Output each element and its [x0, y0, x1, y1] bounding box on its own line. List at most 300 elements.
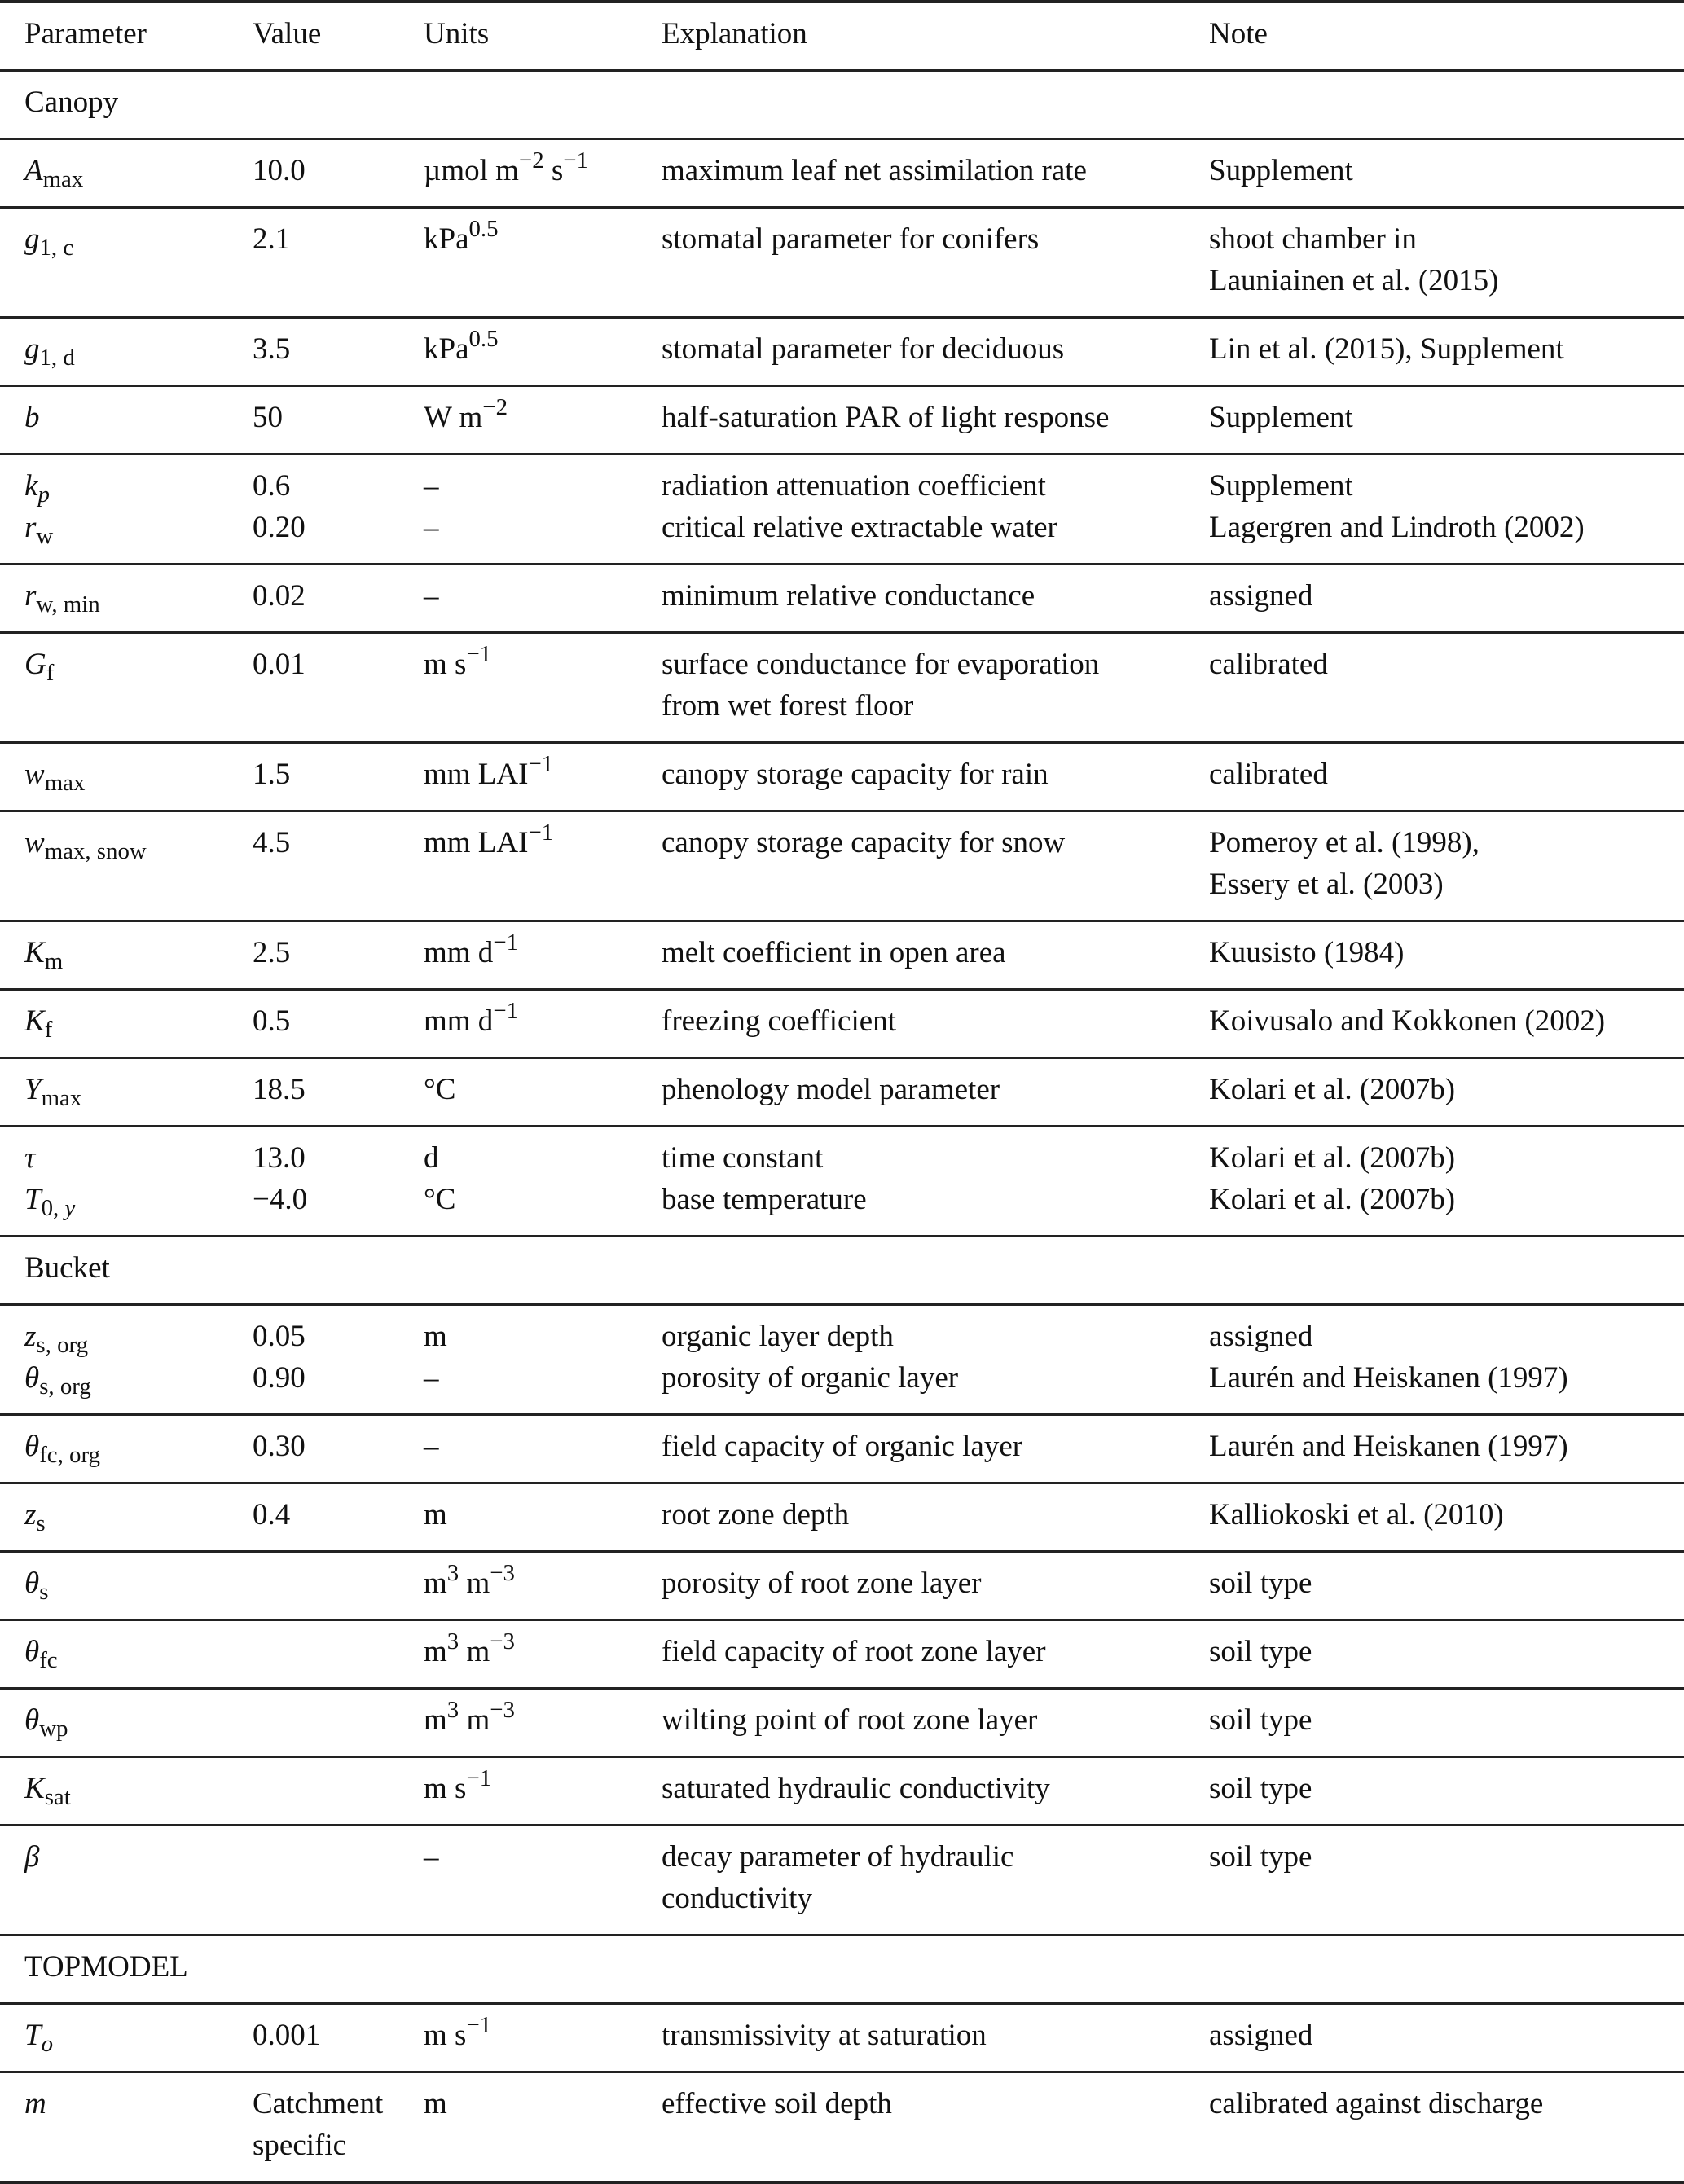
symbol-letter: r — [24, 511, 37, 544]
unit-base: m — [424, 2087, 447, 2120]
units-text — [424, 1765, 662, 1809]
unit-base: m s — [424, 2019, 467, 2052]
value-cell — [253, 1415, 424, 1483]
column-header-units: Units — [424, 17, 490, 51]
unit-base: mm LAI — [424, 758, 529, 791]
unit-base: – — [424, 1361, 439, 1395]
units-cell — [424, 1415, 662, 1483]
note-cell — [1209, 1552, 1684, 1620]
units-text — [424, 822, 662, 863]
note-text: soil type — [1209, 1703, 1312, 1737]
table-row — [0, 1826, 1684, 1936]
unit-exponent: 0.5 — [468, 326, 499, 352]
parameter-cell — [0, 1689, 253, 1757]
explanation-cell — [662, 386, 1209, 455]
unit-base: kPa — [424, 332, 469, 366]
parameter-cell — [0, 455, 253, 565]
note-text: Laurén and Heiskanen (1997) — [1209, 1361, 1568, 1395]
parameter-cell — [0, 208, 253, 318]
explanation-text: time constant — [662, 1141, 824, 1175]
symbol-letter: β — [24, 1840, 40, 1874]
parameter-symbol — [24, 1494, 253, 1536]
unit-exponent: 3 — [446, 1628, 459, 1654]
note-cell — [1209, 139, 1684, 208]
parameter-cell — [0, 2072, 253, 2183]
explanation-text: root zone depth — [662, 1498, 850, 1531]
table-row — [0, 565, 1684, 633]
value-text: 0.6 — [253, 469, 291, 503]
column-header-explanation: Explanation — [662, 17, 807, 51]
value-text: −4.0 — [253, 1183, 308, 1216]
explanation-cell — [662, 139, 1209, 208]
parameter-symbol — [24, 1137, 253, 1179]
section-row-topmodel — [0, 1936, 1684, 2004]
parameter-cell — [0, 139, 253, 208]
note-cell — [1209, 811, 1684, 921]
unit-base: m — [459, 1567, 490, 1600]
unit-base: m — [424, 1703, 447, 1737]
table-body — [0, 71, 1684, 2183]
explanation-text: transmissivity at saturation — [662, 2019, 987, 2052]
table-row — [0, 1552, 1684, 1620]
value-cell — [253, 2004, 424, 2072]
note-cell — [1209, 2072, 1684, 2183]
table-row — [0, 1483, 1684, 1552]
table-row — [0, 1415, 1684, 1483]
units-cell — [424, 1757, 662, 1826]
units-cell — [424, 386, 662, 455]
symbol-subscript: w — [36, 523, 54, 550]
parameter-cell — [0, 743, 253, 811]
unit-base: – — [424, 579, 439, 613]
units-text — [424, 507, 662, 548]
symbol-letter: Y — [24, 1073, 42, 1106]
units-text — [424, 394, 662, 438]
units-cell — [424, 2072, 662, 2183]
value-text: 0.01 — [253, 648, 306, 681]
unit-base: mm d — [424, 1004, 494, 1038]
note-cell — [1209, 565, 1684, 633]
value-cell — [253, 1058, 424, 1127]
unit-base: – — [424, 1840, 439, 1874]
note-text: Pomeroy et al. (1998), — [1209, 826, 1480, 859]
parameter-cell — [0, 565, 253, 633]
units-text — [424, 1357, 662, 1399]
symbol-letter: r — [24, 579, 37, 613]
parameter-cell — [0, 1058, 253, 1127]
note-text: soil type — [1209, 1567, 1312, 1600]
parameter-symbol — [24, 397, 253, 438]
unit-exponent: −1 — [493, 998, 519, 1024]
unit-base: °C — [424, 1073, 456, 1106]
parameter-symbol — [24, 1426, 253, 1467]
symbol-letter: G — [24, 648, 46, 681]
column-header-note: Note — [1209, 17, 1268, 51]
value-cell — [253, 2072, 424, 2183]
value-text: 0.05 — [253, 1320, 306, 1353]
table-row — [0, 2072, 1684, 2183]
parameter-cell — [0, 1127, 253, 1237]
units-text — [424, 641, 662, 685]
units-cell — [424, 633, 662, 743]
parameter-symbol — [24, 1836, 253, 1878]
unit-base: d — [424, 1141, 439, 1175]
symbol-letter: θ — [24, 1361, 40, 1395]
table-row — [0, 208, 1684, 318]
unit-base: °C — [424, 1183, 456, 1216]
explanation-text: saturated hydraulic conductivity — [662, 1772, 1050, 1805]
value-text: 3.5 — [253, 332, 291, 366]
parameter-cell — [0, 1415, 253, 1483]
unit-exponent: −3 — [490, 1697, 515, 1723]
explanation-text: porosity of root zone layer — [662, 1567, 982, 1600]
value-text: 0.90 — [253, 1361, 306, 1395]
symbol-subscript: 1, d — [39, 345, 75, 371]
units-cell — [424, 318, 662, 386]
parameter-symbol — [24, 328, 253, 370]
parameter-cell — [0, 921, 253, 990]
table-row — [0, 1757, 1684, 1826]
unit-base: W m — [424, 401, 483, 434]
symbol-letter: z — [24, 1498, 37, 1531]
note-cell — [1209, 990, 1684, 1058]
explanation-cell — [662, 1305, 1209, 1415]
note-text: calibrated — [1209, 758, 1328, 791]
table-row — [0, 386, 1684, 455]
explanation-cell — [662, 1620, 1209, 1689]
explanation-cell — [662, 1689, 1209, 1757]
column-header-value: Value — [253, 17, 322, 51]
note-cell — [1209, 208, 1684, 318]
value-text — [253, 1836, 424, 1878]
unit-base: mm LAI — [424, 826, 529, 859]
value-cell — [253, 139, 424, 208]
table-row — [0, 633, 1684, 743]
note-text: Supplement — [1209, 401, 1353, 434]
parameter-symbol — [24, 1768, 253, 1809]
explanation-text: conductivity — [662, 1882, 812, 1915]
symbol-subscript: 0, y — [41, 1195, 76, 1222]
unit-base: m — [424, 1635, 447, 1668]
units-cell — [424, 1127, 662, 1237]
symbol-letter: m — [24, 2087, 46, 2120]
explanation-cell — [662, 2072, 1209, 2183]
explanation-text: critical relative extractable water — [662, 511, 1057, 544]
symbol-subscript: s — [36, 1510, 46, 1537]
symbol-letter: b — [24, 401, 40, 434]
units-text — [424, 328, 662, 370]
note-text: soil type — [1209, 1635, 1312, 1668]
table-row — [0, 1305, 1684, 1415]
symbol-letter: g — [24, 222, 40, 256]
value-text — [253, 1768, 424, 1809]
parameter-cell — [0, 2004, 253, 2072]
explanation-text: stomatal parameter for deciduous — [662, 332, 1065, 366]
units-cell — [424, 1552, 662, 1620]
parameter-symbol — [24, 1699, 253, 1741]
unit-exponent: −1 — [466, 641, 492, 667]
value-cell — [253, 990, 424, 1058]
parameter-cell — [0, 1552, 253, 1620]
units-text — [424, 1179, 662, 1220]
unit-base: s — [543, 154, 564, 187]
value-text: 0.02 — [253, 579, 306, 613]
table-row — [0, 1689, 1684, 1757]
explanation-text: decay parameter of hydraulic — [662, 1840, 1014, 1874]
explanation-cell — [662, 208, 1209, 318]
parameter-symbol — [24, 150, 253, 191]
header-row — [0, 2, 1684, 71]
symbol-letter: K — [24, 936, 45, 969]
parameter-cell — [0, 1620, 253, 1689]
units-cell — [424, 1483, 662, 1552]
note-text: Kalliokoski et al. (2010) — [1209, 1498, 1504, 1531]
note-cell — [1209, 318, 1684, 386]
note-text: Launiainen et al. (2015) — [1209, 264, 1499, 297]
value-cell — [253, 633, 424, 743]
parameter-cell — [0, 1305, 253, 1415]
note-cell — [1209, 1305, 1684, 1415]
value-cell — [253, 1305, 424, 1415]
parameter-symbol — [24, 1562, 253, 1604]
unit-base: – — [424, 1430, 439, 1463]
parameter-symbol — [24, 1357, 253, 1399]
units-text — [424, 575, 662, 617]
explanation-text: wilting point of root zone layer — [662, 1703, 1038, 1737]
note-cell — [1209, 743, 1684, 811]
value-cell — [253, 743, 424, 811]
parameter-symbol — [24, 218, 253, 260]
parameter-symbol — [24, 822, 253, 863]
value-text: 0.30 — [253, 1430, 306, 1463]
value-text: 0.20 — [253, 511, 306, 544]
explanation-cell — [662, 990, 1209, 1058]
parameter-cell — [0, 386, 253, 455]
units-cell — [424, 1305, 662, 1415]
unit-exponent: −1 — [563, 147, 589, 174]
symbol-subscript: f — [46, 660, 55, 687]
units-text — [424, 2083, 662, 2125]
note-cell — [1209, 1483, 1684, 1552]
unit-base: kPa — [424, 222, 469, 256]
value-cell — [253, 1483, 424, 1552]
section-row-canopy — [0, 71, 1684, 139]
units-cell — [424, 1689, 662, 1757]
value-text — [253, 1699, 424, 1741]
units-text — [424, 1628, 662, 1672]
section-row-bucket — [0, 1237, 1684, 1305]
explanation-text: phenology model parameter — [662, 1073, 1000, 1106]
note-cell — [1209, 1757, 1684, 1826]
units-text — [424, 218, 662, 260]
explanation-cell — [662, 1483, 1209, 1552]
symbol-letter: z — [24, 1320, 37, 1353]
column-header-parameter: Parameter — [24, 17, 147, 51]
units-cell — [424, 743, 662, 811]
symbol-letter: w — [24, 826, 45, 859]
value-cell — [253, 921, 424, 990]
unit-base: – — [424, 511, 439, 544]
units-cell — [424, 921, 662, 990]
table-row — [0, 1127, 1684, 1237]
note-text: calibrated — [1209, 648, 1328, 681]
units-text — [424, 147, 662, 191]
symbol-subscript: max, snow — [44, 838, 147, 865]
units-text — [424, 1494, 662, 1536]
units-text — [424, 1426, 662, 1467]
value-cell — [253, 565, 424, 633]
section-title: TOPMODEL — [24, 1950, 188, 1984]
symbol-subscript: max — [41, 1085, 82, 1112]
explanation-text: organic layer depth — [662, 1320, 894, 1353]
explanation-text: surface conductance for evaporation — [662, 648, 1100, 681]
section-title: Canopy — [24, 86, 119, 119]
explanation-text: radiation attenuation coefficient — [662, 469, 1046, 503]
value-text — [253, 1562, 424, 1604]
note-cell — [1209, 386, 1684, 455]
note-text: Kuusisto (1984) — [1209, 936, 1405, 969]
symbol-letter: k — [24, 469, 38, 503]
explanation-cell — [662, 811, 1209, 921]
unit-base: m — [424, 1320, 447, 1353]
explanation-text: half-saturation PAR of light response — [662, 401, 1110, 434]
units-cell — [424, 455, 662, 565]
value-text: 1.5 — [253, 758, 291, 791]
table-row — [0, 811, 1684, 921]
parameter-cell — [0, 1826, 253, 1936]
unit-exponent: −2 — [482, 394, 508, 420]
value-cell — [253, 1620, 424, 1689]
value-cell — [253, 1826, 424, 1936]
parameter-symbol — [24, 465, 253, 507]
value-text: specific — [253, 2129, 347, 2162]
value-text: 2.5 — [253, 936, 291, 969]
symbol-subscript: max — [44, 770, 86, 797]
note-cell — [1209, 921, 1684, 990]
parameter-symbol — [24, 1000, 253, 1042]
note-text: shoot chamber in — [1209, 222, 1417, 256]
explanation-cell — [662, 633, 1209, 743]
note-text: Lagergren and Lindroth (2002) — [1209, 511, 1585, 544]
explanation-cell — [662, 1415, 1209, 1483]
value-cell — [253, 386, 424, 455]
unit-exponent: −1 — [493, 929, 519, 956]
note-cell — [1209, 1415, 1684, 1483]
unit-exponent: −2 — [518, 147, 544, 174]
explanation-text: base temperature — [662, 1183, 867, 1216]
parameter-cell — [0, 811, 253, 921]
value-text: 4.5 — [253, 826, 291, 859]
units-text — [424, 1069, 662, 1110]
explanation-cell — [662, 1058, 1209, 1127]
units-text — [424, 2012, 662, 2056]
note-text: Supplement — [1209, 154, 1353, 187]
value-cell — [253, 1127, 424, 1237]
explanation-text: maximum leaf net assimilation rate — [662, 154, 1087, 187]
symbol-subscript: max — [42, 166, 84, 193]
symbol-subscript: s, org — [39, 1373, 91, 1400]
note-text: Supplement — [1209, 469, 1353, 503]
symbol-letter: w — [24, 758, 45, 791]
note-text: assigned — [1209, 1320, 1313, 1353]
note-cell — [1209, 1826, 1684, 1936]
symbol-subscript: o — [41, 2031, 54, 2058]
parameter-cell — [0, 633, 253, 743]
note-text: Laurén and Heiskanen (1997) — [1209, 1430, 1568, 1463]
symbol-letter: T — [24, 2019, 42, 2052]
unit-base: m — [424, 1567, 447, 1600]
table-row — [0, 2004, 1684, 2072]
parameter-symbol — [24, 932, 253, 973]
table-row — [0, 455, 1684, 565]
explanation-text: freezing coefficient — [662, 1004, 896, 1038]
symbol-letter: A — [24, 154, 43, 187]
value-text: 2.1 — [253, 222, 291, 256]
symbol-subscript: fc, org — [39, 1442, 100, 1469]
units-cell — [424, 1826, 662, 1936]
value-text: 0.4 — [253, 1498, 291, 1531]
unit-base: – — [424, 469, 439, 503]
value-cell — [253, 1757, 424, 1826]
symbol-subscript: s, org — [36, 1332, 89, 1359]
symbol-letter: T — [24, 1183, 42, 1216]
table-row — [0, 139, 1684, 208]
symbol-subscript: s — [39, 1579, 49, 1606]
value-cell — [253, 1689, 424, 1757]
value-cell — [253, 318, 424, 386]
value-text: 18.5 — [253, 1073, 306, 1106]
explanation-text: melt coefficient in open area — [662, 936, 1006, 969]
symbol-letter: θ — [24, 1703, 40, 1737]
value-text: 0.001 — [253, 2019, 321, 2052]
unit-base: m — [459, 1703, 490, 1737]
explanation-text: canopy storage capacity for rain — [662, 758, 1049, 791]
unit-exponent: 3 — [446, 1560, 459, 1586]
symbol-letter: K — [24, 1772, 45, 1805]
symbol-subscript: sat — [44, 1784, 71, 1811]
units-text — [424, 1137, 662, 1179]
unit-base: mm d — [424, 936, 494, 969]
note-text: Lin et al. (2015), Supplement — [1209, 332, 1564, 366]
units-text — [424, 929, 662, 973]
explanation-text: field capacity of organic layer — [662, 1430, 1023, 1463]
value-cell — [253, 208, 424, 318]
explanation-cell — [662, 455, 1209, 565]
explanation-cell — [662, 1757, 1209, 1826]
explanation-cell — [662, 565, 1209, 633]
symbol-letter: g — [24, 332, 40, 366]
value-cell — [253, 455, 424, 565]
explanation-cell — [662, 318, 1209, 386]
units-text — [424, 1699, 662, 1741]
units-cell — [424, 1058, 662, 1127]
explanation-cell — [662, 1552, 1209, 1620]
parameter-symbol — [24, 575, 253, 617]
section-title: Bucket — [24, 1251, 110, 1285]
units-cell — [424, 208, 662, 318]
units-cell — [424, 565, 662, 633]
parameter-symbol — [24, 644, 253, 685]
subscript-italic-part: y — [64, 1195, 76, 1222]
table-row — [0, 318, 1684, 386]
explanation-text: canopy storage capacity for snow — [662, 826, 1066, 859]
value-text — [253, 1631, 424, 1672]
unit-base: µmol m — [424, 154, 519, 187]
table-row — [0, 1620, 1684, 1689]
parameter-symbol — [24, 2083, 253, 2125]
explanation-text: stomatal parameter for conifers — [662, 222, 1040, 256]
note-text: assigned — [1209, 579, 1313, 613]
